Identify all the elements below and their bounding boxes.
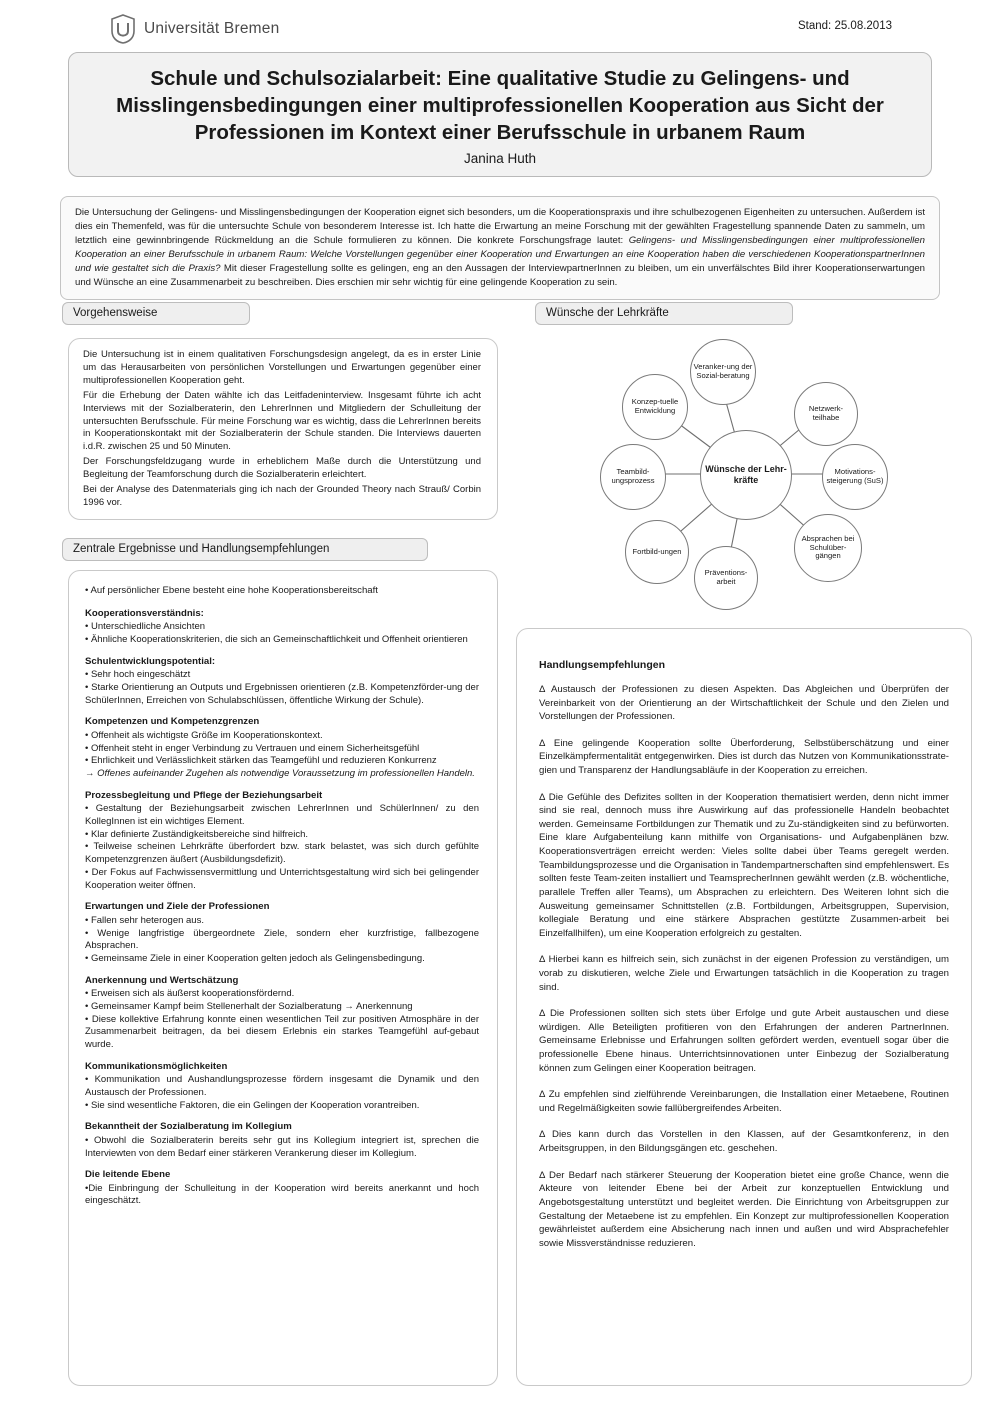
block-item: • Sie sind wesentliche Faktoren, die ein Gelingen der Kooperation vorantreiben. (85, 1099, 420, 1111)
vorgehen-paragraph-2: Für die Erhebung der Daten wählte ich das Leitfadeninterview. Insgesamt führte ich acht Interviews mit der Sozialberaterin, den LehrerInnen und Mitgliedern der Schulleitung der untersuchten Berufsschule. Für meine Forschung war es wichtig, dass die LehrerInnen bereits in Kooperationskontakt mit der Sozialberaterin der Schule standen. Die Interviews dauerten i.d.R. zwischen 25 und 50 Minuten. (83, 389, 481, 453)
university-seal-icon (110, 14, 136, 44)
page-title: Schule und Schulsozialarbeit: Eine qualitative Studie zu Gelingens- und Misslingensbedingungen einer multiprofessionellen Kooperation aus Sicht der Professionen im Kontext einer Berufsschule in urbanem Raum (116, 67, 884, 145)
zentrale-block-kommunikation (85, 1061, 479, 1113)
zentrale-lead: • Auf persönlicher Ebene besteht eine hohe Kooperationsbereitschaft (85, 585, 378, 596)
panel-vorgehensweise (68, 338, 498, 520)
block-item: •Die Einbringung der Schulleitung in der Kooperation wird bereits anerkannt und hoch eingeschätzt. (85, 1182, 479, 1207)
diagram-node-netzwerkteilhabe: Netzwerk-teilhabe (794, 382, 858, 446)
vorgehen-paragraph-4: Bei der Analyse des Datenmaterials ging ich nach der Grounded Theory nach Strauß/ Corbin 1996 vor. (83, 484, 481, 508)
section-heading-wuensche: Wünsche der Lehrkräfte (535, 302, 793, 325)
block-item-emphasis: → Offenes aufeinander Zugehen als notwendige Voraussetzung im professionellen Handeln. (85, 768, 475, 780)
diagram-node-absprachen-schuluebergaenge: Absprachen bei Schulüber-gängen (794, 514, 862, 582)
section-heading-vorgehensweise: Vorgehensweise (62, 302, 250, 325)
zentrale-block-kompetenzen (85, 716, 479, 780)
block-item: • Gemeinsame Ziele in einer Kooperation gelten jedoch als Gelingensbedingung. (85, 952, 425, 964)
block-item: • Offenheit steht in enger Verbindung zu Vertrauen und einem Sicherheitsgefühl (85, 742, 420, 754)
date-stamp: Stand: 25.08.2013 (798, 20, 892, 32)
title-box (68, 52, 932, 177)
zentrale-block-anerkennung (85, 975, 479, 1052)
handlungsempfehlung-item: Δ Hierbei kann es hilfreich sein, sich zunächst in der eigenen Profession zu verständigen, um vorab zu diskutieren, welche Ziele und Erwartungen tatsächlich in die Kooperation zu tragen sind. (539, 954, 949, 993)
block-item: • Starke Orientierung an Outputs und Ergebnissen orientieren (z.B. Kompetenzförder-ung der SchülerInnen, Erreichen von Schulabschlüssen, öffentliche Wirkung der Schule). (85, 682, 479, 706)
zentrale-block-prozessbegleitung (85, 790, 479, 893)
block-title: Anerkennung und Wertschätzung (85, 974, 239, 986)
panel-handlungsempfehlungen (516, 628, 972, 1386)
block-item: • Gestaltung der Beziehungsarbeit zwischen LehrerInnen und SchülerInnen/ zu den KollegInnen ist ein wichtiges Element. (85, 803, 479, 827)
block-title: Prozessbegleitung und Pflege der Beziehungsarbeit (85, 789, 323, 801)
section-heading-zentrale-ergebnisse: Zentrale Ergebnisse und Handlungsempfehlungen (62, 538, 428, 561)
poster-header (0, 14, 1000, 50)
block-title: Kompetenzen und Kompetenzgrenzen (85, 716, 260, 728)
author-name: Janina Huth (463, 151, 537, 167)
block-item: • Erweisen sich als äußerst kooperationsfördernd. (85, 988, 295, 1000)
block-item: • Der Fokus auf Fachwissensvermittlung und Unterrichtsgestaltung wird sich bei gelingender Kooperation weiter öffnen. (85, 866, 479, 891)
diagram-node-motivationssteigerung: Motivations-steigerung (SuS) (822, 444, 888, 510)
handlungsempfehlung-item: Δ Der Bedarf nach stärkerer Steuerung der Kooperation bietet eine große Chance, wenn die Akteure von leitender Ebene bei der Arbeit zur konzeptuellen Entwicklung und Angebotsgestaltung unterstützt und begleitet werden. Die Einrichtung von Arbeitsgruppen zur Gestaltung der Metaebene ist zu empfehlen. Ein Konzept zur multiprofessionellen Kooperation gewährleistet außerdem eine Absicherung nach innen und außen und wird Absprachefehler sowie Missverständnisse reduzieren. (539, 1169, 949, 1249)
abstract-text (75, 206, 925, 289)
university-logo (110, 14, 279, 44)
wuensche-radial-diagram (522, 324, 970, 624)
block-item: • Offenheit als wichtigste Größe im Kooperationskontext. (85, 729, 323, 741)
block-title: Kooperationsverständnis: (85, 607, 204, 619)
handlungsempfehlung-item: Δ Eine gelingende Kooperation sollte Überforderung, Selbstüberschätzung und einer Einzelkämpfermentalität entgegenwirken. Dies ist durch das Nutzen von Kommunikationsstrate-gien und Transparenz der Handlungsabläufe in der Kooperation zu erreichen. (539, 737, 949, 777)
handlungsempfehlung-item: Δ Dies kann durch das Vorstellen in den Klassen, auf der Gesamtkonferenz, in den Arbeitsgruppen, in den Bildungsgängen etc. geschehen. (539, 1129, 949, 1155)
zentrale-block-leitende-ebene (85, 1169, 479, 1208)
block-item: • Teilweise scheinen Lehrkräfte überfordert bzw. stark belastet, was sich durch gefühlte Kompetenzgrenzen äußert (Ausbildungsdefizit). (85, 841, 479, 866)
diagram-node-praeventionsarbeit: Präventions-arbeit (694, 546, 758, 610)
block-item: • Sehr hoch eingeschätzt (85, 669, 191, 681)
block-item: • Obwohl die Sozialberaterin bereits sehr gut ins Kollegium integriert ist, sprechen die Interviewten von dem Bedarf einer stärkeren Verankerung dieser im Kollegium. (85, 1134, 479, 1159)
diagram-node-center: Wünsche der Lehr-kräfte (700, 430, 792, 520)
block-item: • Wenige langfristige übergeordnete Ziele, sondern eher kurzfristige, fallbezogene Absprachen. (85, 927, 479, 952)
handlungsempfehlung-item: Δ Zu empfehlen sind zielführende Vereinbarungen, die Installation einer Metaebene, Routinen und Regelmäßigkeiten sowie fallübergreifendes Arbeiten. (539, 1089, 949, 1114)
diagram-node-verankerung: Veranker-ung der Sozial-beratung (690, 339, 756, 405)
university-name: Universität Bremen (144, 20, 280, 37)
block-item: • Kommunikation und Aushandlungsprozesse fördern insgesamt die Dynamik und den Austausch der Professionen. (85, 1074, 479, 1098)
block-item: • Fallen sehr heterogen aus. (85, 914, 204, 926)
block-title: Bekanntheit der Sozialberatung im Kollegium (85, 1121, 292, 1133)
diagram-node-fortbildungen: Fortbild-ungen (625, 520, 689, 584)
block-item: • Ehrlichkeit und Verlässlichkeit stärken das Teamgefühl und reduzieren Konkurrenz (85, 755, 437, 767)
block-item: • Diese kollektive Erfahrung konnte einen wesentlichen Teil zur positiven Atmosphäre in der Zusammenarbeit beitragen, da bei diesem Erlebnis ein starkes Teamgefühl auf-gebaut wurde. (85, 1013, 479, 1050)
vorgehen-paragraph-3: Der Forschungsfeldzugang wurde in erheblichem Maße durch die Unterstützung und Begleitung der Teamforschung durch die Sozialberaterin erleichtert. (83, 456, 481, 481)
abstract-part-2: Mit dieser Fragestellung sollte es gelingen, eng an den Aussagen der InterviewpartnerInnen zu bleiben, um ein unverfälschtes Bild ihrer Kooperationserwartungen und Wünsche an eine Zusammenarbeit zu beschreiben. Dies erschien mir sehr wichtig für eine gelingende Kooperation zu sein. (75, 262, 925, 288)
block-title: Erwartungen und Ziele der Professionen (85, 901, 270, 913)
abstract-box (60, 196, 940, 300)
diagram-node-teambildungsprozess: Teambild-ungsprozess (600, 444, 666, 510)
handlungsempfehlung-item: Δ Die Professionen sollten sich stets über Erfolge und gute Arbeit austauschen und diese würdigen. Alle Beteiligten profitieren von den Erfahrungen der anderen PartnerInnen. Gemeinsame Erlebnisse und Erfahrungen sollten gefördert werden, eventuell sogar über die professionelle Ebene hinaus. Unterrichtsinnovationen unter Einbezug der Sozialberatung können zum Gelingen einer Kooperation beitragen. (539, 1008, 949, 1074)
block-title: Kommunikationsmöglichkeiten (85, 1060, 228, 1072)
panel-wuensche-diagram (522, 324, 970, 624)
handlungsempfehlung-item: Δ Die Gefühle des Defizites sollten in der Kooperation thematisiert werden, denn nicht immer sind sie real, dennoch muss ihre Auswirkung auf das professionelle Handeln beobachtet werden. Gemeinsame Fortbildungen zur Thematik und zu Zu-ständigkeiten sind zu befürworten. Eine klare Aufgabenteilung kann mithilfe von Organisations- und Aufgabenplänen bzw. Kooperationsverträgen erreicht werden: Vieles sollte dabei über Teams geregelt werden. Teambildungsprozesse und die Organisation in Tandempartnerschaften sind empfehlenswert. Es sollten feste Team-zeiten installiert und TeamsprecherInnen gewählt werden (z.B. wöchentliche, parallele Treffen aller Teams), um Absprachen zu erleichtern. Des Weiteren lohnt sich die Ausweitung gemeinsamer Schnittstellen (z.B. Fortbildungen, Arbeitsgruppen, Supervision, kollegiale Beratung und eine stärkere Absprachen gestützte Zusammen-arbeit bei Einzelfallhilfen), um eine Kooperation erfolgreich zu gestalten. (539, 791, 949, 939)
zentrale-block-schulentwicklungspotential (85, 656, 479, 708)
abstract-research-question: Gelingens- und Misslingensbedingungen einer multiprofessionellen Kooperation an einer Berufsschule in urbanem Raum: Welche Vorstellungen gegenüber einer Kooperation und Erwartungen an eine Kooperation haben die verschiedenen KooperationspartnerInnen und wie gestaltet sich die Praxis? (75, 234, 925, 274)
zentrale-block-bekanntheit (85, 1121, 479, 1160)
vorgehen-paragraph-1: Die Untersuchung ist in einem qualitativen Forschungsdesign angelegt, da es in erster Linie um das Herausarbeiten von persönlichen Vorstellungen und Erwartungen gegenüber einer multiprofessionellen Kooperation geht. (83, 349, 481, 386)
block-title: Schulentwicklungspotential: (85, 655, 216, 667)
panel-zentrale-ergebnisse (68, 570, 498, 1386)
block-item: • Gemeinsamer Kampf beim Stellenerhalt der Sozialberatung → Anerkennung (85, 1000, 413, 1012)
zentrale-block-kooperationsverstaendnis (85, 608, 479, 647)
zentrale-block-erwartungen-ziele (85, 901, 479, 965)
block-item: • Klar definierte Zuständigkeitsbereiche sind hilfreich. (85, 828, 308, 840)
handlungsempfehlung-item: Δ Austausch der Professionen zu diesen Aspekten. Das Abgleichen und Überprüfen der Vereinbarkeit von der Orientierung an der Wirtschaftlichkeit der Schule und den Zielen und Vorstellungen der Professionen. (539, 684, 949, 723)
abstract-part-1: Die Untersuchung der Gelingens- und Misslingensbedingungen der Kooperation eignet sich besonders, um die Kooperationspraxis und ihre schulbezogenen Eigenheiten zu untersuchen. Außerdem ist dies ein Themenfeld, was für die untersuchte Schule von besonderem Interesse ist. Ich hatte die Erwartung an meine Forschung mit der gewählten Fragestellung spannende Daten zu sammeln, um letztlich eine gewinnbringende Rückmeldung an die Schule formulieren zu können. Die konkrete Forschungsfrage lautet: (75, 207, 925, 246)
block-item: • Unterschiedliche Ansichten (85, 621, 206, 633)
handlungsempfehlungen-title: Handlungsempfehlungen (539, 659, 665, 671)
block-item: • Ähnliche Kooperationskriterien, die sich an Gemeinschaftlichkeit und Offenheit orientieren (85, 634, 468, 646)
diagram-node-konzeptuelle-entwicklung: Konzep-tuelle Entwicklung (622, 374, 688, 440)
block-title: Die leitende Ebene (85, 1169, 171, 1181)
